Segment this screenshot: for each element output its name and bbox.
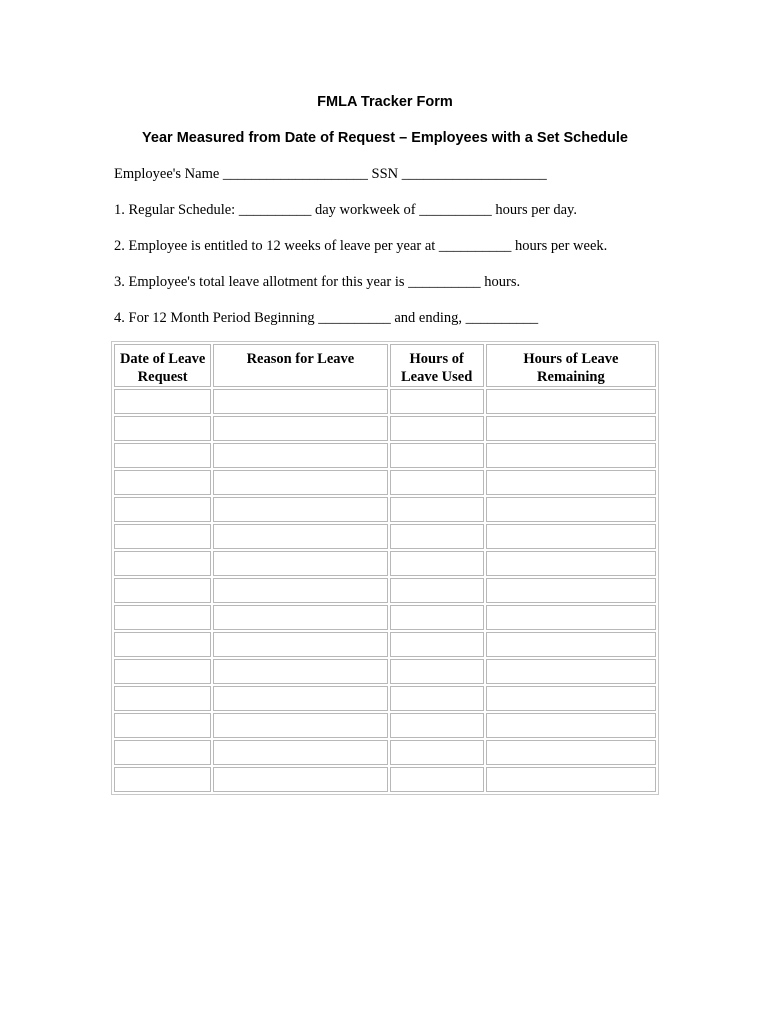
date-cell[interactable] [114,740,211,765]
date-cell[interactable] [114,551,211,576]
regular-schedule-line[interactable]: 1. Regular Schedule: __________ day workweek of __________ hours per day. [114,202,577,218]
table-row [114,659,656,684]
hours-remaining-cell[interactable] [486,470,656,495]
hours-remaining-cell[interactable] [486,497,656,522]
table-row [114,389,656,414]
hours-used-cell[interactable] [390,389,484,414]
col-hours-of-leave-used: Hours of Leave Used [390,344,484,387]
date-cell[interactable] [114,605,211,630]
hours-remaining-cell[interactable] [486,443,656,468]
reason-cell[interactable] [213,470,387,495]
reason-cell[interactable] [213,524,387,549]
hours-remaining-cell[interactable] [486,659,656,684]
hours-used-cell[interactable] [390,659,484,684]
period-line[interactable]: 4. For 12 Month Period Beginning __________ and ending, __________ [114,310,539,326]
table-row [114,443,656,468]
hours-remaining-cell[interactable] [486,632,656,657]
hours-remaining-cell[interactable] [486,551,656,576]
hours-used-cell[interactable] [390,740,484,765]
hours-used-cell[interactable] [390,443,484,468]
reason-cell[interactable] [213,497,387,522]
hours-remaining-cell[interactable] [486,686,656,711]
table-row [114,470,656,495]
hours-remaining-cell[interactable] [486,767,656,792]
reason-cell[interactable] [213,740,387,765]
reason-cell[interactable] [213,416,387,441]
reason-cell[interactable] [213,659,387,684]
table-row [114,713,656,738]
reason-cell[interactable] [213,686,387,711]
hours-remaining-cell[interactable] [486,524,656,549]
hours-used-cell[interactable] [390,713,484,738]
hours-used-cell[interactable] [390,605,484,630]
reason-cell[interactable] [213,713,387,738]
hours-used-cell[interactable] [390,551,484,576]
table-body [114,389,656,792]
hours-used-cell[interactable] [390,632,484,657]
table-row [114,578,656,603]
table-row [114,767,656,792]
date-cell[interactable] [114,524,211,549]
table-header-row [114,344,656,387]
hours-used-cell[interactable] [390,497,484,522]
reason-cell[interactable] [213,767,387,792]
table-row [114,632,656,657]
table-row [114,497,656,522]
hours-used-cell[interactable] [390,767,484,792]
hours-remaining-cell[interactable] [486,389,656,414]
date-cell[interactable] [114,470,211,495]
col-reason-for-leave: Reason for Leave [213,344,387,387]
date-cell[interactable] [114,416,211,441]
reason-cell[interactable] [213,605,387,630]
reason-cell[interactable] [213,443,387,468]
col-hours-of-leave-remaining: Hours of Leave Remaining [486,344,656,387]
date-cell[interactable] [114,578,211,603]
reason-cell[interactable] [213,578,387,603]
date-cell[interactable] [114,497,211,522]
form-subtitle: Year Measured from Date of Request – Employees with a Set Schedule [142,130,628,146]
date-cell[interactable] [114,389,211,414]
hours-used-cell[interactable] [390,578,484,603]
hours-used-cell[interactable] [390,686,484,711]
leave-tracker-table [111,341,659,795]
leave-entitlement-line[interactable]: 2. Employee is entitled to 12 weeks of leave per year at __________ hours per week. [114,238,608,254]
hours-remaining-cell[interactable] [486,416,656,441]
hours-remaining-cell[interactable] [486,578,656,603]
reason-cell[interactable] [213,551,387,576]
hours-used-cell[interactable] [390,416,484,441]
table-row [114,686,656,711]
table-row [114,416,656,441]
date-cell[interactable] [114,686,211,711]
date-cell[interactable] [114,632,211,657]
table-row [114,524,656,549]
hours-remaining-cell[interactable] [486,713,656,738]
reason-cell[interactable] [213,632,387,657]
table-row [114,605,656,630]
date-cell[interactable] [114,713,211,738]
hours-used-cell[interactable] [390,524,484,549]
col-date-of-leave-request: Date of Leave Request [114,344,211,387]
hours-remaining-cell[interactable] [486,740,656,765]
employee-name-ssn-line[interactable]: Employee's Name ____________________ SSN ____________________ [114,166,547,182]
reason-cell[interactable] [213,389,387,414]
date-cell[interactable] [114,767,211,792]
table-row [114,740,656,765]
hours-remaining-cell[interactable] [486,605,656,630]
hours-used-cell[interactable] [390,470,484,495]
date-cell[interactable] [114,659,211,684]
table-row [114,551,656,576]
date-cell[interactable] [114,443,211,468]
form-title: FMLA Tracker Form [317,94,453,110]
leave-allotment-line[interactable]: 3. Employee's total leave allotment for this year is __________ hours. [114,274,521,290]
